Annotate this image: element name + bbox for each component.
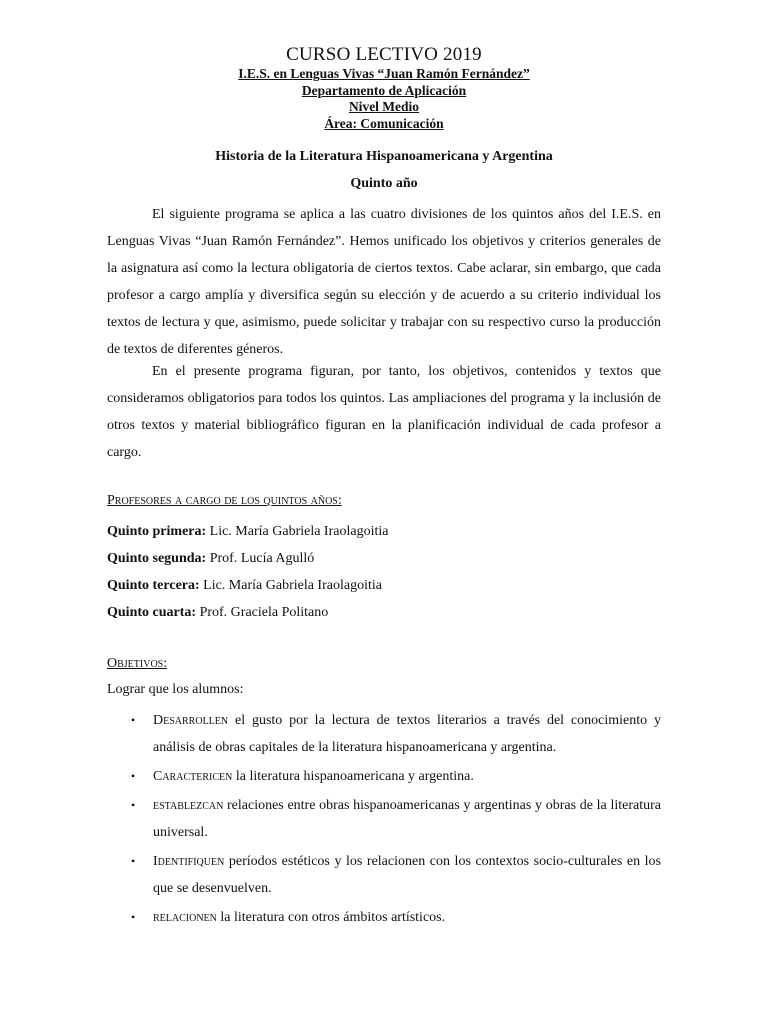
bullet-icon: • [131,854,136,868]
professor-name: Lic. María Gabriela Iraolagoitia [203,578,382,593]
objective-verb: Desarrollen [153,713,229,728]
professor-name: Prof. Graciela Politano [199,605,329,620]
objective-verb: Caractericen [153,769,233,784]
program-paragraph: En el presente programa figuran, por tanto, los objetivos, contenidos y textos que consideramos obligatorios para todos los quintos. Las ampliaciones del programa y la inclusión de otros textos y material bibliográfico figuran en la planificación individual de cada profesor a cargo. [107,364,661,460]
objectives-list [107,707,661,933]
professor-name: Lic. María Gabriela Iraolagoitia [209,524,389,539]
division-label: Quinto cuarta: [107,605,197,620]
objective-verb: Identifiquen [153,854,225,869]
professors-list [107,518,661,626]
professor-name: Prof. Lucía Agulló [209,551,315,566]
bullet-icon: • [131,769,136,783]
objective-text: el gusto por la lectura de textos literarios a través del conocimiento y análisis de obras capitales de la literatura hispanoamericana y argentina. [153,713,661,755]
objective-item [107,792,661,846]
objective-item [107,763,661,790]
objective-text: períodos estéticos y los relacionen con los contextos socio-culturales en los que se desenvuelven. [153,854,661,896]
objectives-intro: Lograr que los alumnos: [107,682,244,697]
bullet-icon: • [131,713,136,727]
division-label: Quinto primera: [107,524,207,539]
professors-heading: Profesores a cargo de los quintos años: [107,493,342,508]
division-label: Quinto segunda: [107,551,207,566]
objective-text: la literatura con otros ámbitos artísticos. [216,910,446,925]
bullet-icon: • [131,798,136,812]
objective-item [107,904,661,931]
objective-verb: establezcan [153,798,224,813]
bullet-icon: • [131,910,136,924]
professor-row [107,518,661,545]
subject-title: Historia de la Literatura Hispanoamericana y Argentina [215,149,553,164]
subject-year: Quinto año [350,176,418,191]
area-name: Área: Comunicación [324,115,444,131]
division-label: Quinto tercera: [107,578,200,593]
objective-text: relaciones entre obras hispanoamericanas y argentinas y obras de la literatura universal. [153,798,661,840]
course-title: CURSO LECTIVO 2019 [286,44,482,65]
level-name: Nivel Medio [348,99,420,114]
objective-verb: relacionen [153,910,217,925]
document-header [0,44,768,132]
professor-row [107,572,661,599]
objectives-heading: Objetivos: [107,656,168,671]
department-name: Departamento de Aplicación [301,82,467,98]
intro-paragraph: El siguiente programa se aplica a las cuatro divisiones de los quintos años del I.E.S. en Lenguas Vivas “Juan Ramón Fernández”. Hemos unificado los objetivos y criterios generales de la asignatura así como la lectura obligatoria de ciertos textos. Cabe aclarar, sin embargo, que cada profesor a cargo amplía y diversifica según su elección y de acuerdo a su criterio individual los textos de lectura y que, asimismo, puede solicitar y trabajar con su respectivo curso la producción de textos de diferentes géneros. [107,207,661,357]
professor-row [107,545,661,572]
objective-item [107,848,661,902]
objective-item [107,707,661,761]
professor-row [107,599,661,626]
institution-name: I.E.S. en Lenguas Vivas “Juan Ramón Fernández” [238,66,530,81]
objective-text: la literatura hispanoamericana y argentina. [232,769,474,784]
